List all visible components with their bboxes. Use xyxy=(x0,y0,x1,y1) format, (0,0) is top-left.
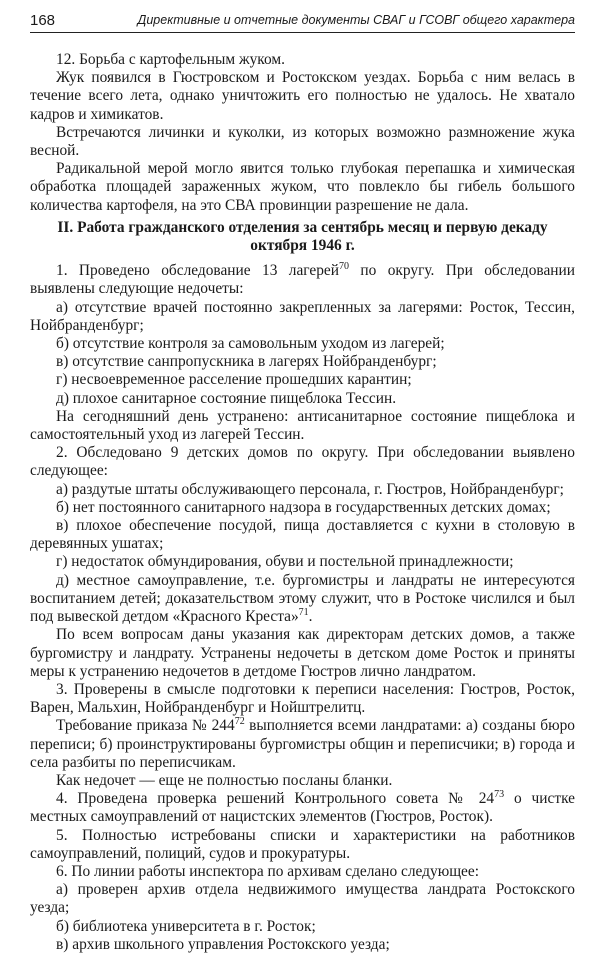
section-heading: II. Работа гражданского отделения за сентябрь месяц и первую декаду октября 1946 г. xyxy=(57,218,548,255)
page-number: 168 xyxy=(30,12,56,29)
item-2: 2. Обследовано 9 детских домов по округу. При обследовании выявлено следующее: xyxy=(30,444,575,480)
running-title: Директивные и отчетные документы СВАГ и ГСОВГ общего характера xyxy=(137,13,575,27)
paragraph: Жук появился в Гюстровском и Ростокском уездах. Борьба с ним велась в течение всего лета, однако уничтожить его полностью не удалось. Не хватало кадров и химикатов. xyxy=(30,69,575,123)
list-item: б) нет постоянного санитарного надзора в государственных детских домах; xyxy=(56,498,551,516)
item-4-text: 4. Проведена проверка решений Контрольного совета № 24 xyxy=(56,790,495,808)
footnote-ref-71: 71 xyxy=(298,606,309,618)
paragraph: На сегодняшний день устранено: антисанитарное состояние пищеблока и самостоятельный уход из лагерей Тессин. xyxy=(30,407,575,444)
item-4 xyxy=(30,790,575,826)
item-4-text-cont: о чистке местных самоуправлений от нацистских элементов (Гюстров, Росток). xyxy=(30,790,575,826)
footnote-ref-70: 70 xyxy=(339,261,349,273)
paragraph xyxy=(30,717,575,772)
list-item: а) отсутствие врачей постоянно закрепленных за лагерями: Росток, Тессин, Нойбранденбург; xyxy=(30,298,575,334)
document-body xyxy=(30,51,575,954)
list-item: г) недостаток обмундирования, обуви и постельной принадлежности; xyxy=(56,553,514,571)
list-item: в) плохое обеспечение посудой, пища доставляется с кухни в столовую в деревянных ушатах; xyxy=(30,517,575,553)
list-item: в) архив школьного управления Ростокского уезда; xyxy=(56,935,390,953)
list-item: г) несвоевременное расселение прошедших карантин; xyxy=(56,371,412,389)
order-text: Требование приказа № 244 xyxy=(56,717,235,735)
page-header xyxy=(30,10,575,33)
list-item: б) библиотека университета в г. Росток; xyxy=(56,917,316,935)
footnote-ref-72: 72 xyxy=(234,716,245,728)
paragraph: Радикальной мерой могло явится только глубокая перепашка и химическая обработка площадей зараженных жуком, что повлекло бы гибель большого количества картофеля, на это СВА провинции разрешение не дала. xyxy=(30,160,575,214)
order-text-cont: выполняется всеми ландратами: а) созданы бюро переписи; б) проинструктированы бургомистры общин и переписчики; в) города и села разбиты по переписчикам. xyxy=(30,717,575,771)
paragraph: Встречаются личинки и куколки, из которых возможно размножение жука весной. xyxy=(30,123,575,160)
list-item: а) раздутые штаты обслуживающего персонала, г. Гюстров, Нойбранденбург; xyxy=(56,480,564,498)
section-12-title: 12. Борьба с картофельным жуком. xyxy=(56,51,285,68)
item-1 xyxy=(30,262,575,298)
list-item: в) отсутствие санпропускника в лагерях Нойбранденбург; xyxy=(56,353,437,371)
list-item: а) проверен архив отдела недвижимого имущества ландрата Ростокского уезда; xyxy=(30,881,575,917)
item-1-text-cont: по округу. При обследовании выявлены следующие недочеты: xyxy=(30,262,575,298)
list-item: б) отсутствие контроля за самовольным уходом из лагерей; xyxy=(56,335,445,353)
footnote-ref-73: 73 xyxy=(494,789,505,800)
item-6: 6. По линии работы инспектора по архивам сделано следующее: xyxy=(56,862,479,880)
list-item-text: д) местное самоуправление, т.е. бургомистры и ландраты не интересуются воспитанием детей; доказательством этому служит, что в Ростоке числился и был под вывеской детдом «Красного Креста» xyxy=(30,571,575,626)
paragraph: Как недочет — еще не полностью посланы бланки. xyxy=(56,771,393,789)
list-item xyxy=(30,572,575,627)
item-5: 5. Полностью истребованы списки и характеристики на работников самоуправлений, полиций, судов и прокуратуры. xyxy=(30,826,575,862)
list-item: д) плохое санитарное состояние пищеблока Тессин. xyxy=(56,389,397,407)
item-3: 3. Проверены в смысле подготовки к переписи населения: Гюстров, Росток, Варен, Мальхин, Нойбранденбург и Нойштрелитц. xyxy=(30,680,575,717)
paragraph: По всем вопросам даны указания как директорам детских домов, а также бургомистру и ландрату. Устранены недочеты в детском доме Росток и приняты меры к устранению недочетов в детдоме Гюстров лично ландратом. xyxy=(30,626,575,680)
item-1-text: 1. Проведено обследование 13 лагерей xyxy=(56,262,339,280)
list-item-text-end: . xyxy=(308,608,313,626)
